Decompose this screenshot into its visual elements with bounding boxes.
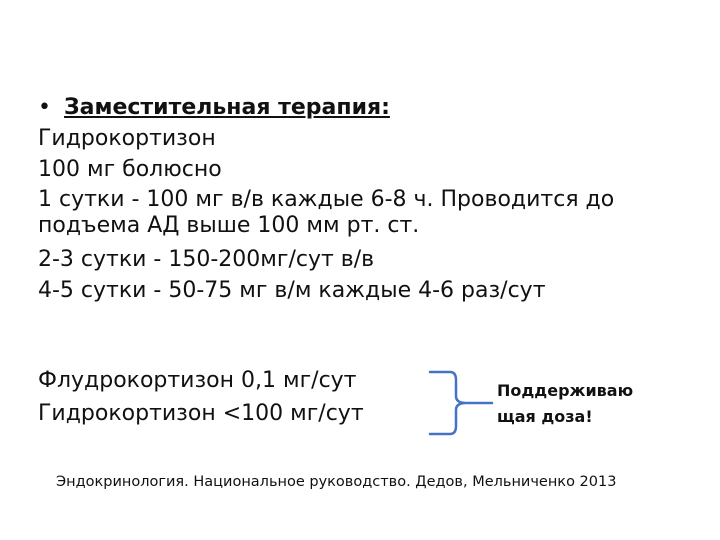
maintenance-drug: Флудрокортизон 0,1 мг/сут — [38, 368, 357, 393]
maintenance-dose-label — [497, 378, 677, 430]
label-part: щая доза! — [497, 407, 593, 426]
heading-line — [38, 92, 698, 123]
therapy-section — [38, 92, 698, 306]
therapy-line: 100 мг болюсно — [38, 157, 222, 182]
therapy-line: 1 сутки - 100 мг в/в каждые 6-8 ч. Проводится до подъема АД выше 100 мм рт. ст. — [38, 187, 615, 238]
therapy-line: 4-5 сутки - 50-75 мг в/м каждые 4-6 раз/сут — [38, 278, 546, 303]
maintenance-drugs — [38, 364, 364, 430]
maintenance-drug: Гидрокортизон <100 мг/сут — [38, 401, 364, 426]
label-part: Поддерживаю — [497, 381, 634, 400]
therapy-line: Гидрокортизон — [38, 126, 216, 151]
curly-brace-icon — [426, 368, 496, 438]
brace-path — [430, 372, 492, 434]
therapy-heading: Заместительная терапия: — [64, 95, 390, 120]
bullet-icon: • — [38, 95, 51, 120]
therapy-line: 2-3 сутки - 150-200мг/сут в/в — [38, 247, 375, 272]
reference-citation: Эндокринология. Национальное руководство. Дедов, Мельниченко 2013 — [56, 474, 617, 490]
